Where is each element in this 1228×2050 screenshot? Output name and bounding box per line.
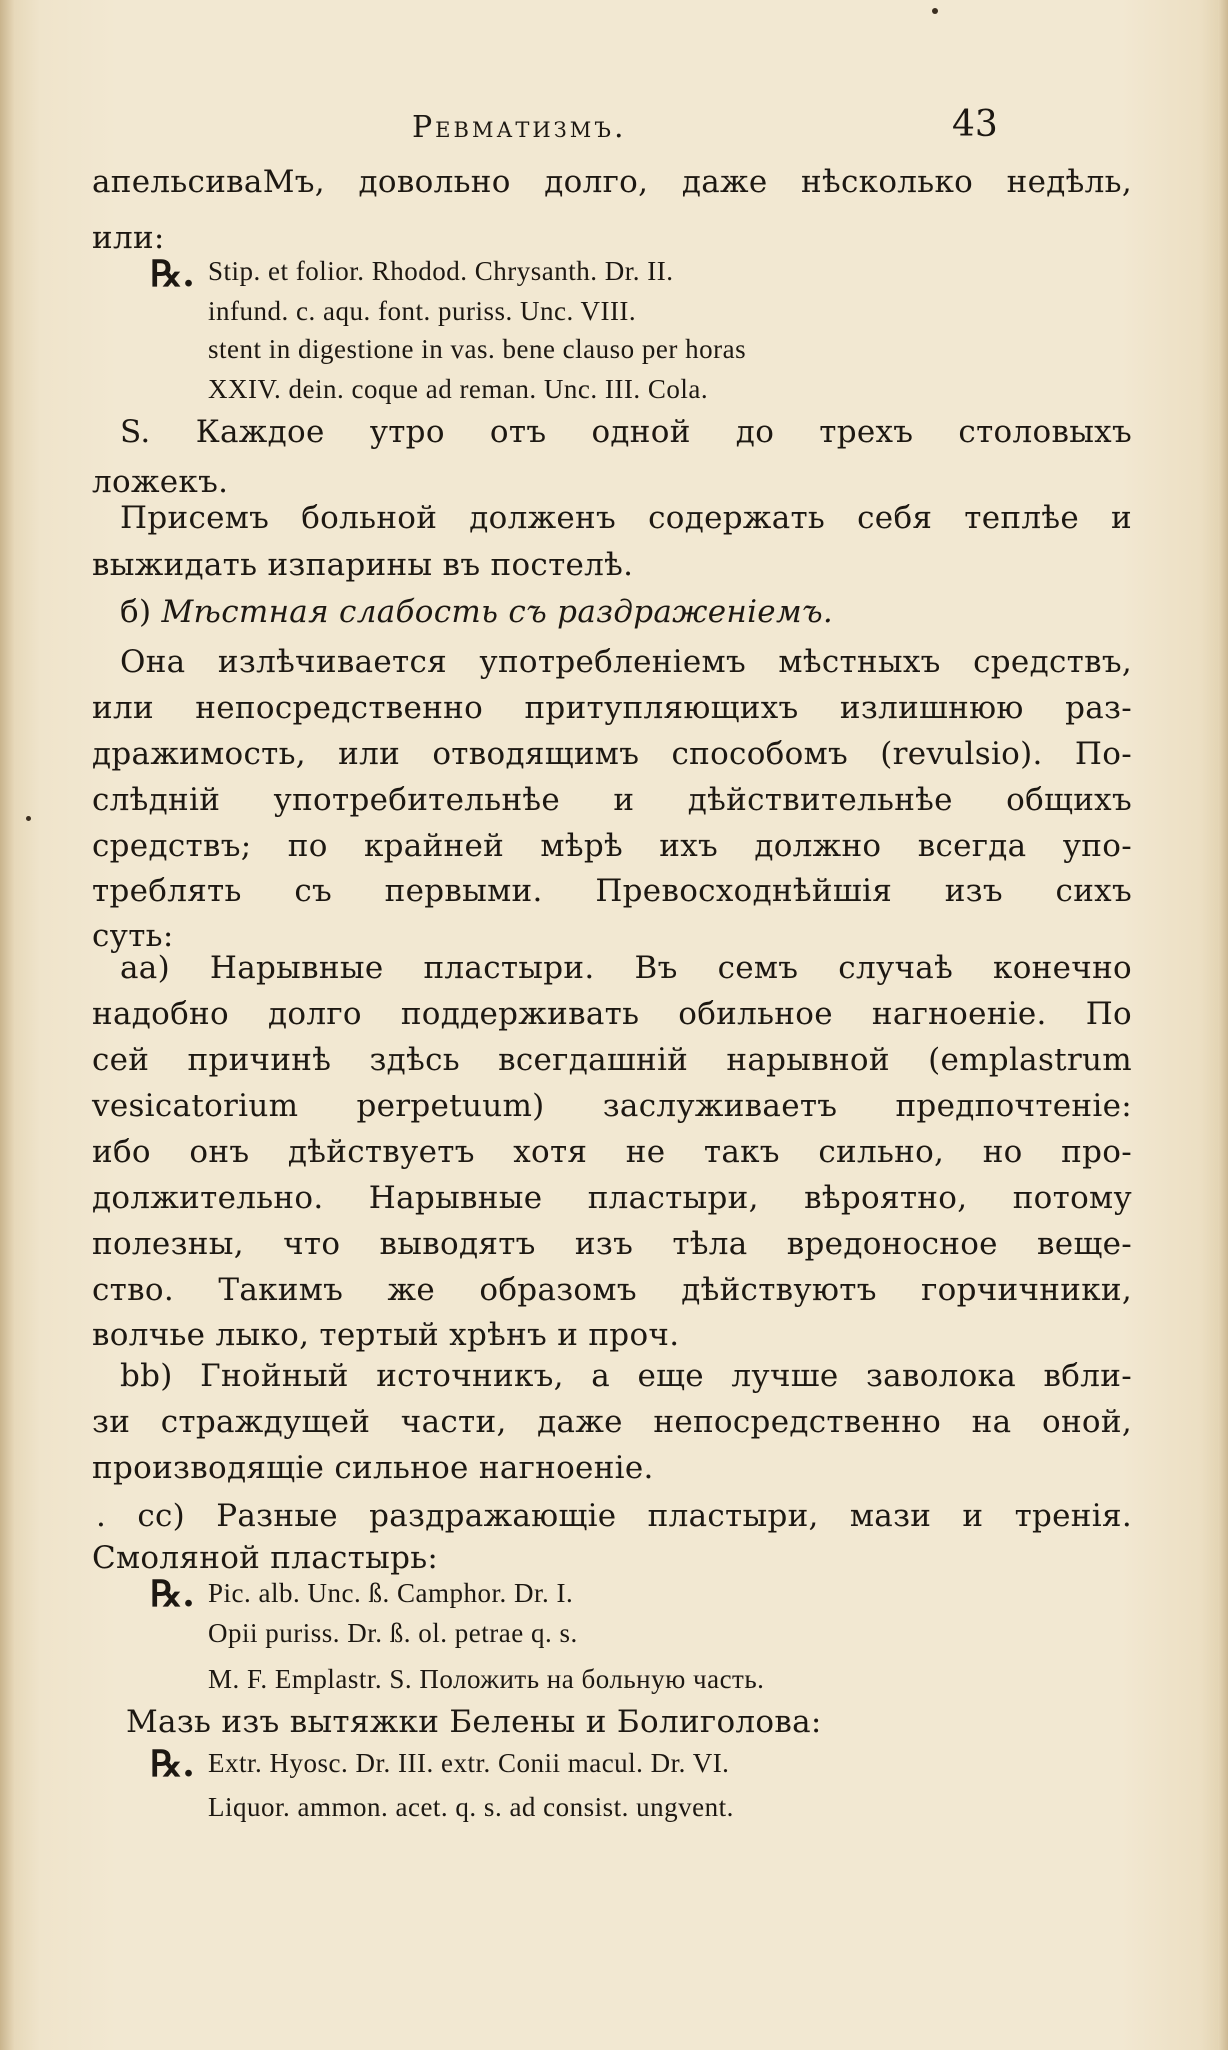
text-line: ибо онъ дѣйствуетъ хотя не такъ сильно, но про- xyxy=(92,1134,1132,1170)
section-heading xyxy=(120,592,1132,632)
section-number: б) xyxy=(120,594,152,630)
recipe-symbol: ℞. xyxy=(150,1743,195,1785)
text-line: производящіе сильное нагноеніе. xyxy=(92,1450,654,1486)
text-line: ложекъ. xyxy=(92,464,229,500)
recipe-line: Liquor. ammon. acet. q. s. ad consist. ungvent. xyxy=(208,1792,734,1822)
text-line: vesicatorium perpetuum) заслуживаетъ предпочтеніе: xyxy=(92,1088,1132,1124)
page-number: 43 xyxy=(952,104,998,145)
recipe-line: infund. c. aqu. font. puriss. Unc. VIII. xyxy=(208,296,637,326)
text-line: выжидать изпарины въ постелѣ. xyxy=(92,547,634,583)
text-line: аа) Нарывные пластыри. Въ семъ случаѣ конечно xyxy=(120,950,1132,986)
recipe-line: Opii puriss. Dr. ß. ol. petrae q. s. xyxy=(208,1618,578,1648)
recipe-line: stent in digestione in vas. bene clauso per horas xyxy=(208,334,747,364)
text-line: суть: xyxy=(92,918,174,954)
recipe-symbol: ℞. xyxy=(150,253,195,295)
text-line: волчье лыко, тертый хрѣнъ и проч. xyxy=(92,1317,680,1353)
text-line: S. Каждое утро отъ одной до трехъ столовыхъ xyxy=(120,414,1132,450)
text-line: Присемъ больной долженъ содержать себя теплѣе и xyxy=(120,500,1132,536)
recipe-line: Pic. alb. Unc. ß. Camphor. Dr. I. xyxy=(208,1578,574,1608)
text-line: или: xyxy=(92,220,165,256)
ink-speck xyxy=(932,8,938,14)
text-line: надобно долго поддерживать обильное нагноеніе. По xyxy=(92,996,1132,1032)
recipe-line: Stip. et folior. Rhodod. Chrysanth. Dr. II. xyxy=(208,256,674,286)
text-line: bb) Гнойный источникъ, а еще лучше заволока вбли- xyxy=(120,1358,1132,1394)
recipe-symbol: ℞. xyxy=(150,1573,195,1615)
recipe-line: M. F. Emplastr. S. Положить на больную часть. xyxy=(208,1664,765,1694)
text-line: треблять съ первыми. Превосходнѣйшія изъ сихъ xyxy=(92,873,1132,909)
text-line: или непосредственно притупляющихъ излишнюю раз- xyxy=(92,690,1132,726)
text-line: средствъ; по крайней мѣрѣ ихъ должно всегда упо- xyxy=(92,828,1132,864)
text-line: зи страждущей части, даже непосредственно на оной, xyxy=(92,1404,1132,1440)
running-title: Ревматизмъ. xyxy=(412,110,627,145)
text-line: . cc) Разные раздражающіе пластыри, мази и тренія. xyxy=(96,1498,1132,1534)
text-line: ство. Такимъ же образомъ дѣйствуютъ горчичники, xyxy=(92,1272,1132,1308)
text-line: должительно. Нарывные пластыри, вѣроятно, потому xyxy=(92,1180,1132,1216)
recipe-line: XXIV. dein. coque ad reman. Unc. III. Cola. xyxy=(208,374,709,404)
text-line: слѣдній употребительнѣе и дѣйствительнѣе общихъ xyxy=(92,782,1132,818)
text-line: апельсиваМъ, довольно долго, даже нѣсколько недѣль, xyxy=(92,164,1132,200)
text-line: полезны, что выводятъ изъ тѣла вредоносное веще- xyxy=(92,1226,1132,1262)
text-line: Она излѣчивается употребленіемъ мѣстныхъ средствъ, xyxy=(120,644,1132,680)
page-spine-shadow xyxy=(0,0,14,2050)
text-line: сей причинѣ здѣсь всегдашній нарывной (emplastrum xyxy=(92,1042,1132,1078)
section-title: Мѣстная слабость съ раздраженіемъ. xyxy=(161,594,834,630)
ink-speck xyxy=(26,816,31,821)
text-line: Смоляной пластырь: xyxy=(92,1540,439,1576)
page-edge-shadow xyxy=(1218,0,1228,2050)
text-line: дражимость, или отводящимъ способомъ (revulsio). По- xyxy=(92,736,1132,772)
recipe-line: Extr. Hyosc. Dr. III. extr. Conii macul. Dr. VI. xyxy=(208,1748,730,1778)
text-line: Мазь изъ вытяжки Белены и Болиголова: xyxy=(126,1704,822,1740)
